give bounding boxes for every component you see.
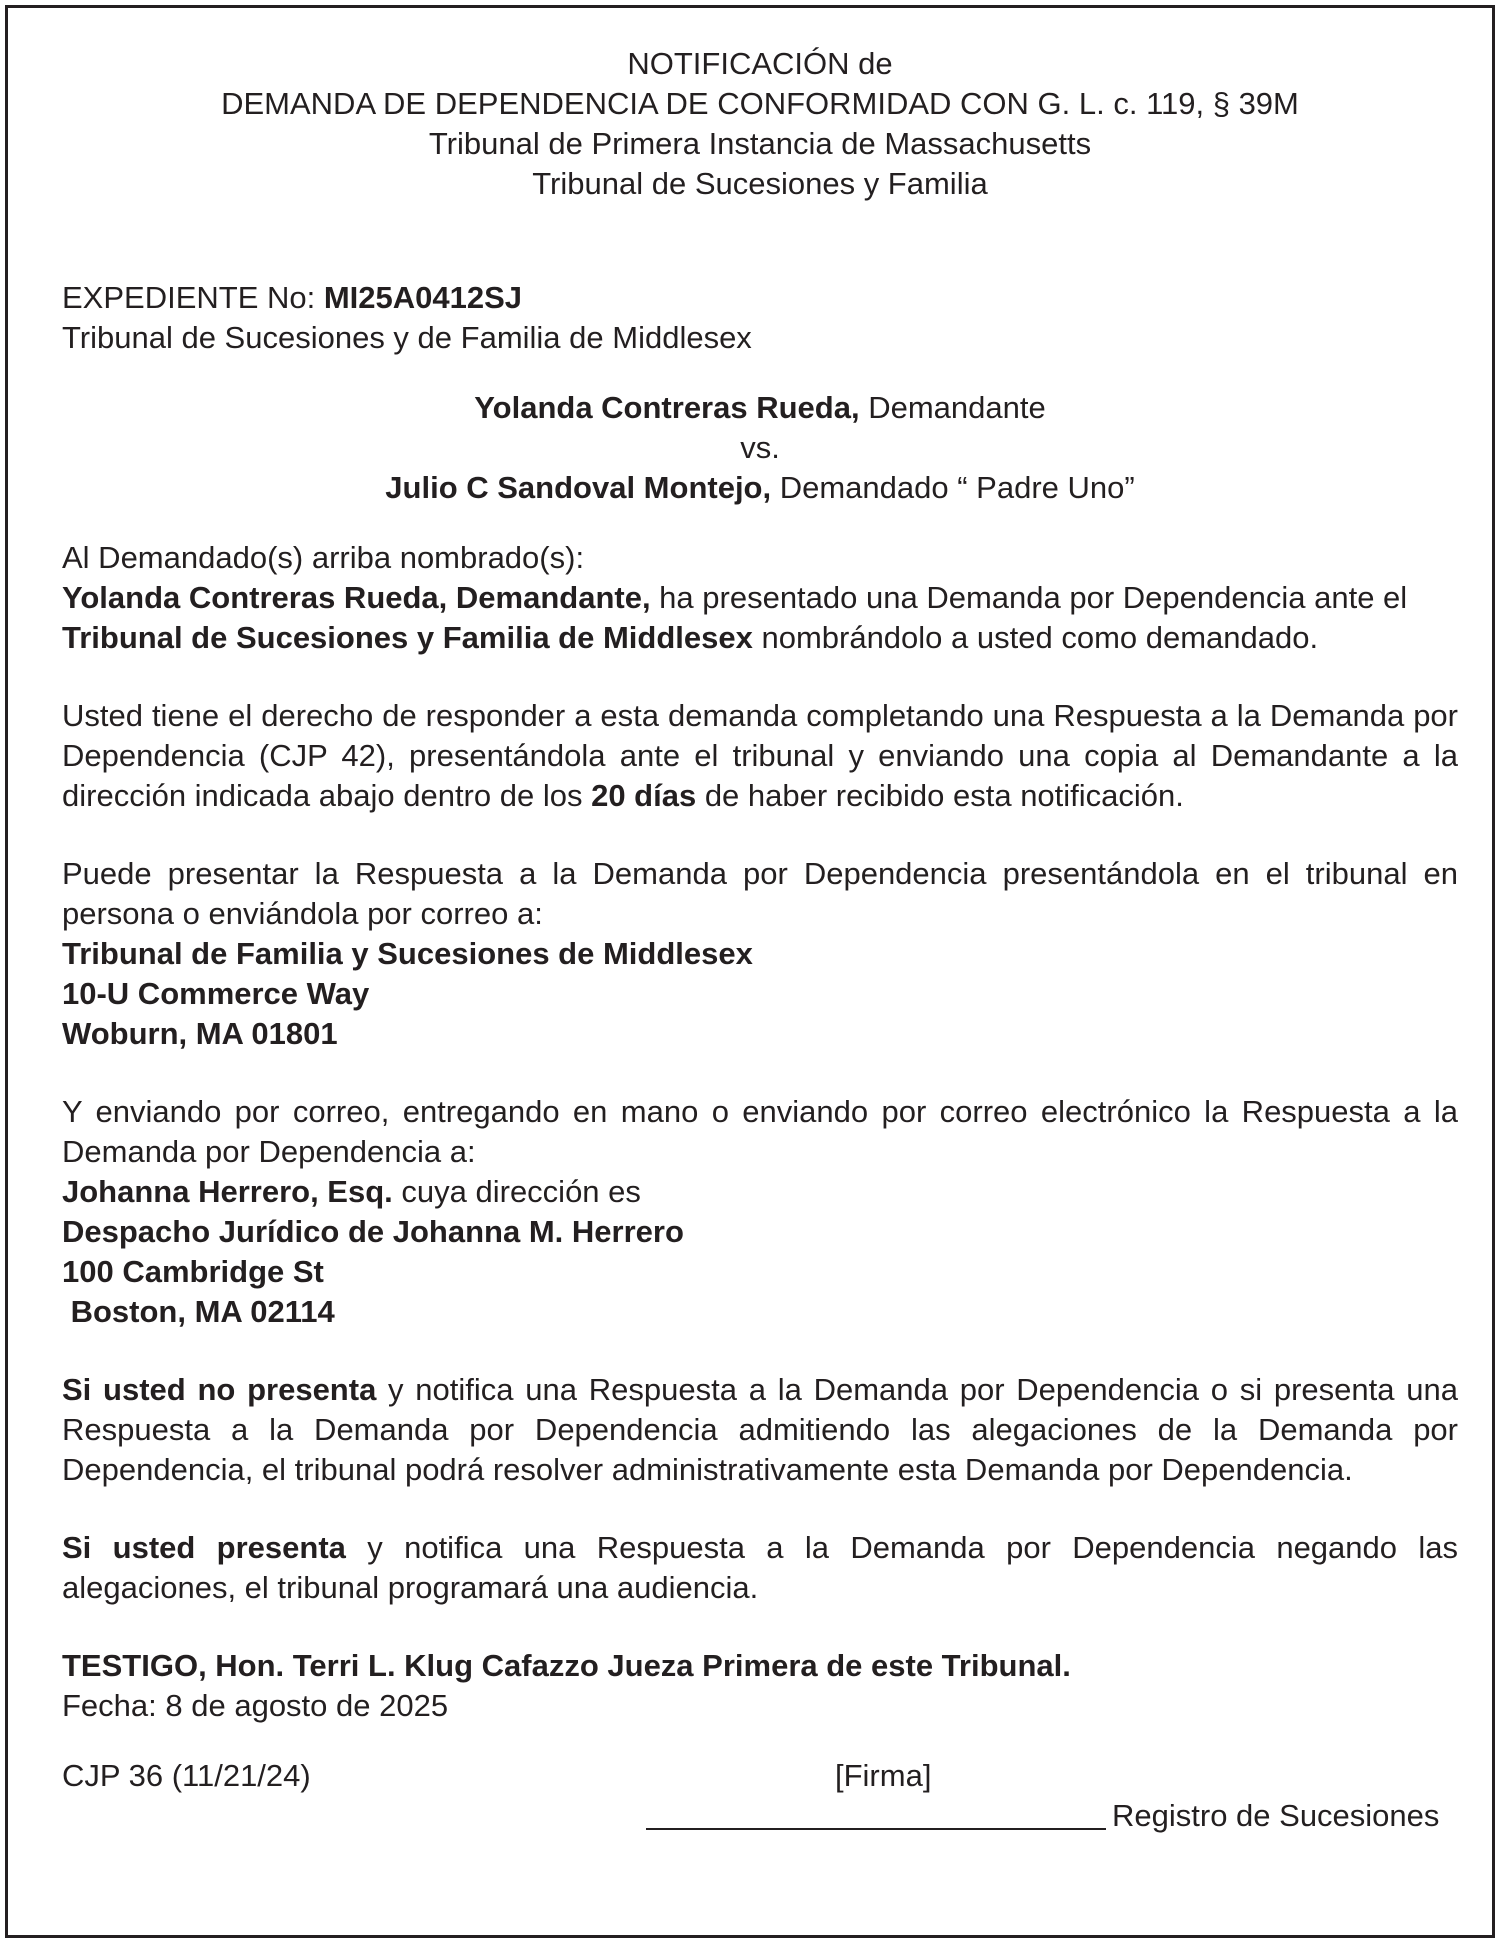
docket-number: MI25A0412SJ — [323, 280, 523, 315]
header-title: NOTIFICACIÓN de — [627, 46, 893, 81]
versus: vs. — [740, 430, 780, 465]
notice-date: Fecha: 8 de agosto de 2025 — [62, 1688, 449, 1723]
no-response-paragraph: Si usted no presenta y notifica una Respuesta a la Demanda por Dependencia o si presenta una Respuesta a la Demanda por Dependencia admitiendo las alegaciones de la Demanda por Dependencia, el tribunal podrá resolver administrativamente esta Demanda por Dependencia. — [62, 1372, 1458, 1487]
docket-label: EXPEDIENTE No: — [62, 280, 324, 315]
intro-court: Tribunal de Sucesiones y Familia de Middlesex — [62, 620, 753, 655]
deadline-days: 20 días — [591, 778, 697, 813]
attorney-name: Johanna Herrero, Esq. — [62, 1174, 393, 1209]
filing-paragraph: Puede presentar la Respuesta a la Demanda por Dependencia presentándola en el tribunal en persona o enviándola por correo a: Tribunal de Familia y Sucesiones de Middlesex 10-U Commerce Way Woburn, MA 01801 — [62, 854, 1458, 1054]
court-address-line1: Tribunal de Familia y Sucesiones de Middlesex — [62, 936, 753, 971]
witness-line: TESTIGO, Hon. Terri L. Klug Cafazzo Jueza Primera de este Tribunal. — [62, 1648, 1071, 1683]
signature-placeholder: [Firma] — [835, 1758, 932, 1793]
attorney-address-line2: 100 Cambridge St — [62, 1254, 324, 1289]
signature-row — [62, 1756, 1458, 1836]
plaintiff-role: Demandante — [859, 390, 1046, 425]
document-header — [62, 44, 1458, 204]
service-paragraph: Y enviando por correo, entregando en mano o enviando por correo electrónico la Respuesta a la Demanda por Dependencia a: Johanna Herrero, Esq. cuya dirección es Despacho Jurídico de Johanna M. Herrero 100 Cambridge St Boston, MA 02114 — [62, 1092, 1458, 1332]
header-subtitle: DEMANDA DE DEPENDENCIA DE CONFORMIDAD CON G. L. c. 119, § 39M — [221, 86, 1299, 121]
defendant-name: Julio C Sandoval Montejo, — [385, 470, 772, 505]
defendant-role: Demandado “ Padre Uno” — [771, 470, 1135, 505]
header-court: Tribunal de Primera Instancia de Massachusetts — [428, 126, 1092, 161]
notice-content — [62, 44, 1458, 1836]
intro-plaintiff: Yolanda Contreras Rueda, Demandante, — [62, 580, 651, 615]
form-id: CJP 36 (11/21/24) — [62, 1758, 311, 1793]
rights-paragraph: Usted tiene el derecho de responder a esta demanda completando una Respuesta a la Demanda por Dependencia (CJP 42), presentándola ante el tribunal y enviando una copia al Demandante a la dirección indicada abajo dentro de los 20 días de haber recibido esta notificación. — [62, 698, 1458, 813]
intro-paragraph: Al Demandado(s) arriba nombrado(s): Yolanda Contreras Rueda, Demandante, ha presentado una Demanda por Dependencia ante el Tribunal de Sucesiones y Familia de Middlesex nombrándolo a usted como demandado. — [62, 538, 1458, 658]
salutation: Al Demandado(s) arriba nombrado(s): — [62, 540, 585, 575]
case-info — [62, 278, 1458, 358]
registry-label: Registro de Sucesiones — [1112, 1798, 1440, 1833]
attorney-address-line3: Boston, MA 02114 — [62, 1294, 335, 1329]
parties — [62, 388, 1458, 508]
signature-line — [646, 1794, 1106, 1830]
court-address-line3: Woburn, MA 01801 — [62, 1016, 338, 1051]
court-address-line2: 10-U Commerce Way — [62, 976, 370, 1011]
header-department: Tribunal de Sucesiones y Familia — [532, 166, 988, 201]
response-paragraph: Si usted presenta y notifica una Respuesta a la Demanda por Dependencia negando las alegaciones, el tribunal programará una audiencia. — [62, 1530, 1458, 1605]
attorney-address-line1: Despacho Jurídico de Johanna M. Herrero — [62, 1214, 684, 1249]
witness-block — [62, 1646, 1458, 1726]
document-border — [5, 5, 1495, 1938]
case-court: Tribunal de Sucesiones y de Familia de Middlesex — [62, 320, 752, 355]
plaintiff-name: Yolanda Contreras Rueda, — [474, 390, 860, 425]
